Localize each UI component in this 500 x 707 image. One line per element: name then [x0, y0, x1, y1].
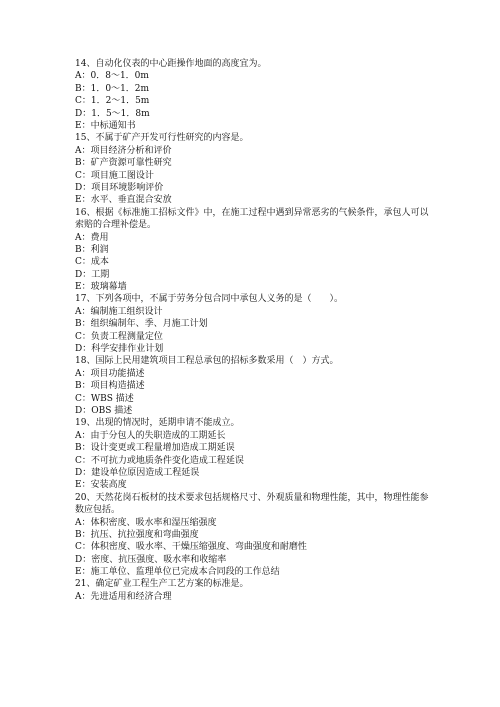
question-20-option-c: C：体积密度、吸水率、干燥压缩强度、弯曲强度和耐磨性	[75, 542, 307, 553]
question-16-option-a: A：费用	[75, 232, 109, 243]
question-19-stem: 19、出现的情况时，延期申请不能成立。	[75, 418, 240, 429]
question-19-option-e: E：安装高度	[75, 480, 127, 491]
question-19-option-b: B：设计变更或工程量增加造成工期延误	[75, 443, 235, 454]
document-page	[75, 58, 435, 603]
question-21-stem: 21、确定矿业工程生产工艺方案的标准是。	[75, 579, 249, 590]
question-17-option-d: D：科学安排作业计划	[75, 344, 164, 355]
question-17-option-b: B：组织编制年、季、月施工计划	[75, 319, 208, 330]
question-15-option-c: C：项目施工图设计	[75, 170, 154, 181]
question-20-stem: 20、天然花岗石板材的技术要求包括规格尺寸、外观质量和物理性能，其中，物理性能参数应包括。	[75, 492, 429, 516]
question-16-option-c: C：成本	[75, 257, 109, 268]
question-14-option-c: C：1．2～1．5m	[75, 96, 150, 107]
question-14-option-d: D：1．5～1．8m	[75, 108, 150, 119]
question-16-option-e: E：玻璃幕墙	[75, 282, 127, 293]
question-17-option-c: C：负责工程测量定位	[75, 331, 163, 342]
question-15-option-b: B：矿产资源可靠性研究	[75, 158, 172, 169]
question-20-option-d: D：密度、抗压强度、吸水率和收缩率	[75, 554, 227, 565]
question-14-option-e: E：中标通知书	[75, 120, 136, 131]
question-15-option-a: A：项目经济分析和评价	[75, 145, 172, 156]
question-15-option-e: E：水平、垂直混合安放	[75, 195, 172, 206]
question-14-option-a: A：0．8～1．0m	[75, 71, 149, 82]
question-18-option-b: B：项目构造描述	[75, 381, 145, 392]
question-16-stem: 16、根据《标准施工招标文件》中，在施工过程中遇到异常恶劣的气候条件，承包人可以索赔的合理补偿是。	[75, 207, 429, 231]
question-17-stem: 17、下列各项中，不属于劳务分包合同中承包人义务的是（ ）。	[75, 294, 343, 305]
question-20-option-a: A：体积密度、吸水率和湿压缩强度	[75, 517, 217, 528]
question-19-option-c: C：不可抗力或地质条件变化造成工程延误	[75, 455, 244, 466]
question-14-stem: 14、自动化仪表的中心距操作地面的高度宜为。	[75, 59, 267, 69]
question-18-stem: 18、国际上民用建筑项目工程总承包的招标多数采用（ ）方式。	[75, 356, 339, 367]
question-19-option-d: D：建设单位原因造成工程延误	[75, 467, 200, 478]
question-20-option-b: B：抗压、抗拉强度和弯曲强度	[75, 529, 199, 540]
question-16-option-d: D：工期	[75, 269, 110, 280]
question-21-option-a: A：先进适用和经济合理	[75, 591, 172, 602]
question-15-option-d: D：项目环境影响评价	[75, 182, 164, 193]
question-17-option-a: A：编制施工组织设计	[75, 306, 163, 317]
question-14-option-b: B：1．0～1．2m	[75, 83, 150, 94]
question-18-option-c: C：WBS 描述	[75, 393, 134, 404]
question-19-option-a: A：由于分包人的失职造成的工期延长	[75, 430, 226, 441]
question-20-option-e: E：施工单位、监理单位已完成本合同段的工作总结	[75, 567, 280, 578]
question-18-option-a: A：项目功能描述	[75, 368, 145, 379]
question-15-stem: 15、不属于矿产开发可行性研究的内容是。	[75, 133, 249, 144]
question-16-option-b: B：利润	[75, 244, 109, 255]
question-18-option-d: D：OBS 描述	[75, 405, 133, 416]
